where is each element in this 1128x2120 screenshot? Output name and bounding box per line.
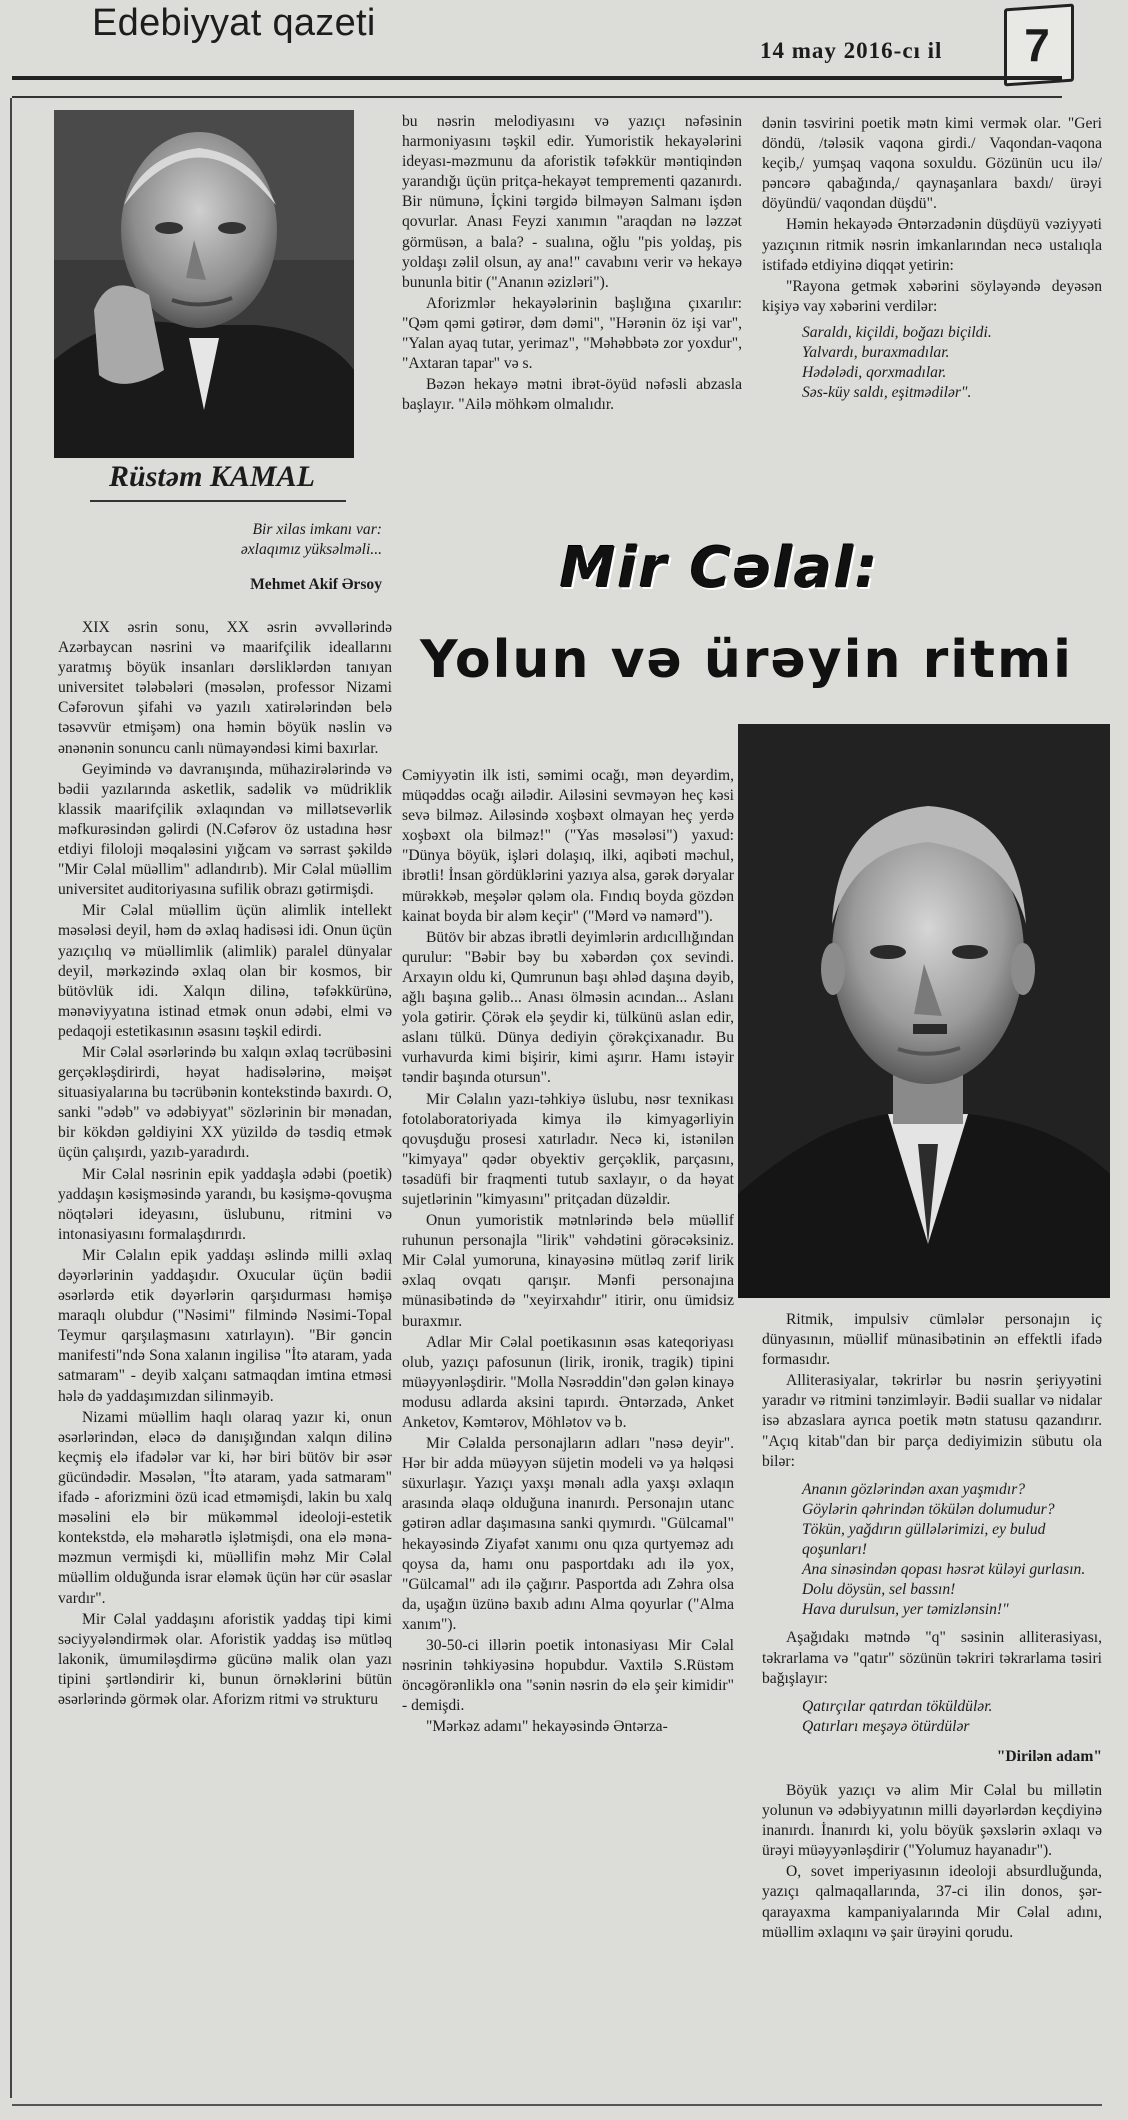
- author-portrait-graphic: [54, 110, 354, 458]
- paragraph: 30-50-ci illərin poetik intonasiyası Mir Cəlal nəsrinin təhkiyəsinə hopubdur. Vaxtilə S.Rüstəm öncəgörənliklə ona "sənin nəsrin də elə şeir kimidir" - demişdi.: [402, 1637, 734, 1715]
- verse-line: Qatırları meşəyə ötürdülər: [802, 1717, 970, 1735]
- masthead-date: 14 may 2016-cı il: [760, 38, 943, 63]
- paragraph: Bəzən hekayə mətni ibrət-öyüd nəfəsli abzasla başlayır. "Ailə möhkəm olmalıdır.: [402, 376, 742, 414]
- article-column-1: [58, 618, 392, 1711]
- epigraph-line: əxlaqımız yüksəlməli...: [240, 541, 382, 558]
- paragraph: Mir Cəlal müəllim üçün alimlik intellekt məsələsi deyil, həm də əxlaq hadisəsi idi. Onun üçün yazıçılıq və müəllimlik (alimlik) paralel dünyalar deyil, mərkəzində əxlaq olan bir kosmos, bir bütövlük idi. Xalqın dilinə, təfəkkürünə, mənəviyyatına istinad etmək onun ədəbi, elmi və pedaqoji estetikasının əsasını təşkil edirdi.: [58, 902, 392, 1040]
- paragraph: "Mərkəz adamı" hekayəsində Əntərza-: [426, 1718, 668, 1736]
- paragraph: Mir Cəlalda personajların adları "nəsə deyir". Hər bir adda müəyyən süjetin modeli və ya həlqəsi süxurlaşır. Yazıçı yaxşı mənalı adla yaxşı əxlaqın arasında əlaqə olduğuna inanırdı. Personajın utanc gətirən adlar daşımasına sanki qıymırdı. "Gülcamal" hekayəsində Ziyafət xanımı onu qıza qurtyeməz adı qoysa da, hamı onu pasportdakı adı ilə yox, "Gülcamal" adı ilə çağırır. Pasportda adı Zəhra olsa da, uşağın üzünə baxıb adını Alma qoyurlar ("Alma xanım").: [402, 1435, 734, 1633]
- masthead-rule: [12, 76, 1062, 80]
- paragraph: Mir Cəlal əsərlərində bu xalqın əxlaq təcrübəsini gerçəkləşdirirdi, həyat hadisələrinə, məişət situasiyalarına bu təcrübənin kontekstində baxırdı. O, sanki "ədəb" və ədəbiyyat" sözlərinin bir mənadan, bir kökdən gəldiyini XX yüzildə də təsdiq etmək üçün çalışırdı, yazıb-yaradırdı.: [58, 1043, 392, 1162]
- paragraph: Mir Cəlalın yazı-təhkiyə üslubu, nəsr texnikası fotolaboratoriyada kimya ilə kimyagərliyin qovuşduğu prosesi xatırladır. Necə ki, istənilən "kimyaya" qədər obyektiv gerçəklik, parçasını, təsadüfi bir fraqmenti tutub saxlayır, o da həyat sujetlərinin "kimyasını" pritçadan düzəldir.: [402, 1090, 734, 1208]
- paragraph: Böyük yazıçı və alim Mir Cəlal bu millətin yolunun və ədəbiyyatının milli dəyərlərdən keçdiyinə inanırdı. İnanırdı ki, yolu böyük şəxslərin əxlaqı və ürəyi müəyyənləşdirir ("Yolumuz hayanadır").: [762, 1781, 1102, 1860]
- paragraph: Cəmiyyətin ilk isti, səmimi ocağı, mən deyərdim, müqəddəs ocağı ailədir. Ailəsini sevməyən heç kəsi sevə bilməz. Ailəsində xoşbəxt olmayan heç yerdə xoşbəxt ola bilməz!" ("Yas məsələsi") yaxud: "Dünya böyük, işləri dolaşıq, ilki, aqibəti məchul, ibrətli! İnsan gördüklərini yazıya alsa, gərək dəryalar mürəkkəb, meşələr qələm ola. Fındıq boyda gözdən kainat boyda bir aləm keçir" ("Mərd və namərd").: [402, 767, 734, 925]
- left-margin-rule: [10, 98, 12, 2098]
- article-column-3-bottom: [762, 1310, 1102, 1944]
- verse-line: Ananın gözlərindən axan yaşmıdır?: [802, 1480, 1026, 1498]
- page-number-badge: [1004, 6, 1076, 86]
- verse-line: Dolu döysün, sel bassın!: [802, 1581, 956, 1599]
- paragraph: "Rayona getmək xəbərini söyləyəndə deyəsən kişiyə vay xəbərini verdilər:: [762, 277, 1102, 315]
- verse-line: Yalvardı, buraxmadılar.: [802, 344, 950, 362]
- paragraph: Həmin hekayədə Əntərzadənin düşdüyü vəziyyəti yazıçının ritmik nəsrin imkanlarından necə ustalıqla istifadə etdiyinə diqqət yetirin:: [762, 216, 1102, 274]
- verse-line: Göylərin qəhrindən tökülən dolumudur?: [802, 1500, 1055, 1518]
- paragraph: dənin təsvirini poetik mətn kimi vermək olar. "Geri döndü, /tələsik vaqona girdi./ Vaqondan-vaqona keçib,/ yumşaq vaqona soxuldu. Gözünün ucu ilə/ pəncərə qabağında,/ qaynaşanlara baxdı/ ürəyi döyündü/ vaqondan düşdü".: [762, 115, 1102, 213]
- verse-block: [762, 323, 1102, 403]
- paragraph: O, sovet imperiyasının ideoloji absurdluğunda, yazıçı qalmaqallarında, 37-ci ilin donos, şər-qarayaxma kampaniyalarında Mir Cəlal adını, müəllim əxlaqını və şair ürəyini qorudu.: [762, 1863, 1102, 1941]
- paragraph: Ritmik, impulsiv cümlələr personajın iç dünyasının, müəllif münasibətinin ən effektli ifadə formasıdır.: [762, 1311, 1102, 1369]
- verse-line: Hədələdi, qorxmadılar.: [802, 364, 947, 382]
- headline-line-1: Mir Cəlal:: [560, 536, 880, 601]
- masthead-title: Edebiyyat qazeti: [92, 2, 376, 44]
- article-column-3-top: [762, 114, 1102, 403]
- verse-line: Səs-küy saldı, eşitmədilər".: [802, 384, 972, 402]
- verse-block: [762, 1697, 1102, 1737]
- bottom-rule: [12, 2104, 1102, 2106]
- author-name: Rüstəm KAMAL: [109, 460, 315, 493]
- paragraph: XIX əsrin sonu, XX əsrin əvvəllərində Azərbaycan nəsrini və maarifçilik ideallarını yaratmış böyük insanları dərsliklərdən tanıyan universitet tələbələri (məsələn, professor Nizami Cəfərovun şifahi və yazılı xatirələrindən belə təsəvvür etmişəm) ona həmin böyük nəslin və ənənənin sonuncu canlı nümayəndəsi kimi baxırlar.: [58, 619, 392, 757]
- paragraph: Aforizmlər hekayələrinin başlığına çıxarılır: "Qəm qəmi gətirər, dəm dəmi", "Hərənin öz işi var", "Yalan ayaq tutar, yerimaz", "Məhəbbətə zor yoxdur", "Axtaran tapar" və s.: [402, 294, 742, 373]
- paragraph: Mir Cəlalın epik yaddaşı əslində milli əxlaq dəyərlərinin yaddaşıdır. Oxucular üçün bədii əsərlərdə etik dəyərlərin qarşıdurması həmişə maraqlı olubdur ("Nəsimi" filmində Nəsimi-Topal Teymur qarşılaşmasını xatırlayın). "Bir gəncin manifesti"ndə Sona xalanın ingilisə "İtə ataram, yada satmaram" - deyib xalçanı satmaqdan imtina etməsi hələ də yaddaşımızdan silinməyib.: [58, 1246, 392, 1405]
- verse-line: Hava durulsun, yer təmizlənsin!": [802, 1601, 1009, 1619]
- paragraph: Adlar Mir Cəlal poetikasının əsas kateqoriyası olub, yazıçı pafosunun (lirik, ironik, tragik) tipini müəyyənləşdirir. "Molla Nəsrəddin"dən gələn kinayə modusu adlarda aksini tapırdı. Əntərzadə, Anket Anketov, Kəmtərov, Möhlətov və b.: [402, 1333, 734, 1431]
- article-column-2-top: [402, 112, 742, 416]
- epigraph-author: Mehmet Akif Ərsoy: [250, 576, 382, 593]
- page-number: 7: [1024, 19, 1050, 71]
- masthead-rule-thin: [12, 96, 1062, 98]
- paragraph: Nizami müəllim haqlı olaraq yazır ki, onun əsərlərindən, eləcə də danışığından xalqın dilinə keçmiş elə ifadələr var ki, hər biri bütöv bir əsər gücündədir. Məsələn, "İtə ataram, yada satmaram" ifadə - aforizmini özü icad etməmişdi, lakin bu xalq məsəlini elə bir mükəmməl ideoloji-estetik kontekstdə, elə məharətlə işlətmişdi, ona elə məna-məzmun vermişdi ki, müəllifin məhz Mir Cəlal müəllim olduğunda israr eləmək üçün hər cür əsaslar vardır".: [58, 1408, 392, 1607]
- portrait-graphic: [738, 724, 1110, 1298]
- paragraph: bu nəsrin melodiyasını və yazıçı nəfəsinin harmoniyasını təşkil edir. Yumoristik hekayələrini ideyası-məzmunu da aforistik təfəkkür məntiqindən yarandığı üçün pritça-hekayət temprementi qazanırdı. Bir nümunə, İçkini tərgidə bilməyən Salmanı işdən qovurlar. Anası Feyzi xanımın "araqdan nə ləzzət görmüsən, a bala? - sualına, oğlu "pis yoldaş, pis yoldaşı zəlil olsun, ay ana!" cavabını verir və hekayə bununla bitir ("Ananın əzizləri").: [402, 113, 742, 291]
- paragraph: Aşağıdakı mətndə "q" səsinin alliterasiyası, təkrarlama və "qatır" sözünün təkriri təkrarlama təsiri bağışlayır:: [762, 1629, 1102, 1687]
- paragraph: Onun yumoristik mətnlərində belə müəllif ruhunun personajla "lirik" vəhdətini görəcəksiniz. Mir Cəlal yumoruna, kinayəsinə mütləq zərif lirik əxlaq ovqatı qarışır. Mənfi personajına münasibətində də "xeyirxahdır" itirir, onu ümidsiz buraxmır.: [402, 1212, 734, 1330]
- epigraph: [150, 520, 382, 560]
- author-rule: [90, 500, 346, 502]
- epigraph-line: Bir xilas imkanı var:: [252, 521, 382, 538]
- verse-line: Ana sinəsindən qopası həsrət küləyi gurlasın.: [802, 1561, 1086, 1579]
- verse-line: Qatırçılar qatırdan töküldülər.: [802, 1697, 993, 1715]
- verse-line: Tökün, yağdırın güllələrimizi, ey bulud qoşunları!: [802, 1520, 1046, 1559]
- paragraph: Mir Cəlal nəsrinin epik yaddaşla ədəbi (poetik) yaddaşın kəsişməsində yarandı, bu kəsişmə-qovuşma nöqtələri ideyasını, üslubunu, ritmini və intonasiyasını formalaşdırırdı.: [58, 1165, 392, 1243]
- verse-line: Saraldı, kiçildi, boğazı biçildi.: [802, 323, 992, 341]
- paragraph: Bütöv bir abzas ibrətli deyimlərin ardıcıllığından qurulur: "Bəbir bəy bu xəbərdən çox sevindi. Arxayın oldu ki, Qumrunun başı əhləd daşına dəyib, ağlı başına gəlib... Anası ölməsin acından... Aslanı yola gətirir. Çörək elə şeydir ki, tülkünü aslan edir, aslanı tülkü. Dünya dediyin çörəkçixanadır. Bu vurhavurda kimi bişirir, kimi aşırır. Hamı istəyir təndir başında otursun".: [402, 928, 734, 1087]
- paragraph: Alliterasiyalar, təkrirlər bu nəsrin şeriyyətini yaradır və ritmini tənzimləyir. Bədii suallar və nidalar isə abzaslara ayrıca poetik mətn statusu qazandırır. "Açıq kitab"dan bir parça dediyimizin sübutu ola bilər:: [762, 1372, 1102, 1470]
- author-photo: [54, 110, 354, 458]
- paragraph: Mir Cəlal yaddaşını aforistik yaddaş tipi kimi səciyyələndirmək olar. Aforistik yaddaş isə mütləq lakonik, ümumiləşdirmə gücünə malik olan yazı tipini şərtləndirir ki, bunun örnəklərini bütün əsərlərində görmək olar. Aforizm ritmi və strukturu: [58, 1610, 392, 1708]
- article-column-2-bottom: [402, 766, 734, 1739]
- verse-block: [762, 1480, 1102, 1621]
- quoted-work-title: "Dirilən adam": [996, 1747, 1102, 1765]
- mir-celal-portrait: [738, 724, 1110, 1298]
- headline-line-2: Yolun və ürəyin ritmi: [420, 630, 1073, 690]
- paragraph: Geyimində və davranışında, mühazirələrində və bədii yazılarında asketlik, sadəlik və müdriklik klassik maarifçilik əxlaqından və millətsevərlik məfkurəsindən gəlirdi (N.Cəfərov öz ustadına həsr etdiyi filoloji məqaləsini yığcam və sərrast şəkildə "Mir Cəlal müəllim" adlandırıb). Mir Cəlal müəllim universitet auditoriyasına sufilik obrazı gətirmişdi.: [58, 760, 392, 899]
